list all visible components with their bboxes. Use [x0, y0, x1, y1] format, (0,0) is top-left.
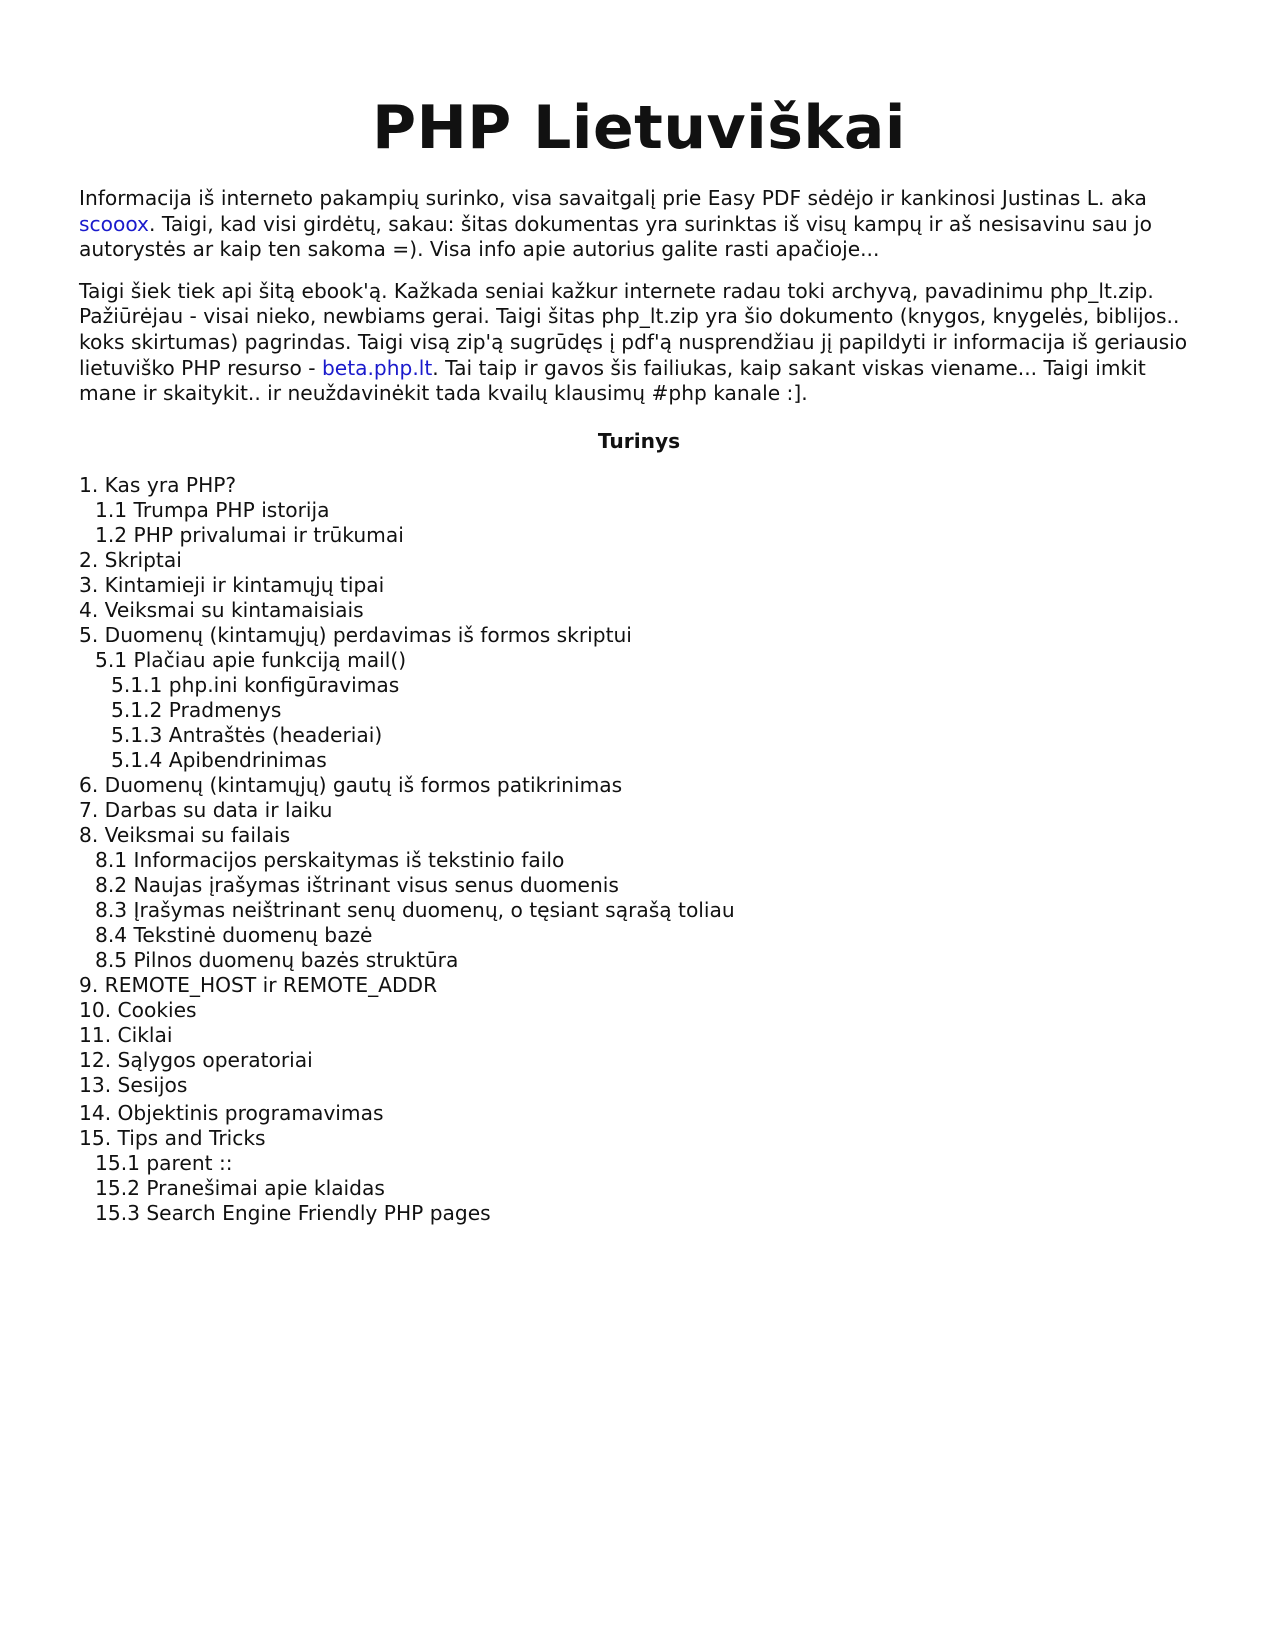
toc-item: 8. Veiksmai su failais [79, 822, 291, 847]
resource-link[interactable]: beta.php.lt [321, 355, 433, 380]
toc-item: 12. Sąlygos operatoriai [79, 1047, 313, 1072]
toc-item: 15.1 parent :: [95, 1150, 233, 1175]
toc-item: 10. Cookies [79, 997, 197, 1022]
toc-item: 5.1.4 Apibendrinimas [111, 747, 327, 772]
intro-paragraph-2 [79, 279, 1199, 407]
toc-item: 4. Veiksmai su kintamaisiais [79, 597, 364, 622]
toc-item: 9. REMOTE_HOST ir REMOTE_ADDR [79, 972, 438, 997]
intro-text: . Tai taip ir gavos šis failiukas, kaip sakant viskas viename... Taigi imkit mane ir skaitykit.. ir neuždavinėkit tada kvailų klausimų #php kanale :]. [79, 355, 1146, 406]
toc-item: 8.4 Tekstinė duomenų bazė [95, 922, 373, 947]
toc-item: 11. Ciklai [79, 1022, 173, 1047]
toc-item: 6. Duomenų (kintamųjų) gautų iš formos patikrinimas [79, 772, 623, 797]
toc-item: 8.5 Pilnos duomenų bazės struktūra [95, 947, 459, 972]
toc-item: 15. Tips and Tricks [79, 1125, 266, 1150]
toc-item: 5.1 Plačiau apie funkciją mail() [95, 647, 407, 672]
toc-item: 5.1.1 php.ini konfigūravimas [111, 672, 400, 697]
page-title: PHP Lietuviškai [372, 93, 906, 163]
toc-item: 15.2 Pranešimai apie klaidas [95, 1175, 385, 1200]
toc-item: 8.3 Įrašymas neištrinant senų duomenų, o tęsiant sąrašą toliau [95, 897, 735, 922]
intro-text: . Taigi, kad visi girdėtų, sakau: šitas dokumentas yra surinktas iš visų kampų ir aš nesisavinu sau jo autorystės ar kaip ten sakoma =). Visa info apie autorius galite rasti apačioje... [79, 211, 1152, 262]
toc-item: 8.2 Naujas įrašymas ištrinant visus senus duomenis [95, 872, 619, 897]
toc-item: 5.1.3 Antraštės (headeriai) [111, 722, 383, 747]
toc-item: 2. Skriptai [79, 547, 182, 572]
toc-item: 1.1 Trumpa PHP istorija [95, 497, 330, 522]
toc-item: 13. Sesijos [79, 1072, 188, 1097]
toc-item: 5. Duomenų (kintamųjų) perdavimas iš formos skriptui [79, 622, 632, 647]
toc-item: 1. Kas yra PHP? [79, 472, 237, 497]
intro-paragraph-1 [79, 186, 1199, 263]
toc-heading: Turinys [597, 428, 681, 453]
author-link[interactable]: scooox [79, 211, 149, 236]
toc-item: 5.1.2 Pradmenys [111, 697, 282, 722]
document-page [79, 0, 1199, 1226]
toc-item: 3. Kintamieji ir kintamųjų tipai [79, 572, 385, 597]
intro-text: Informacija iš interneto pakampių surinko, visa savaitgalį prie Easy PDF sėdėjo ir kankinosi Justinas L. aka [79, 186, 1147, 210]
table-of-contents [79, 473, 1199, 1226]
toc-item: 14. Objektinis programavimas [79, 1100, 384, 1125]
toc-item: 15.3 Search Engine Friendly PHP pages [95, 1200, 491, 1225]
toc-item: 1.2 PHP privalumai ir trūkumai [95, 522, 404, 547]
toc-item: 7. Darbas su data ir laiku [79, 797, 333, 822]
toc-item: 8.1 Informacijos perskaitymas iš tekstinio failo [95, 847, 565, 872]
intro-text: Taigi šiek tiek api šitą ebook'ą. Kažkada seniai kažkur internete radau toki archyvą, pavadinimu php_lt.zip. Pažiūrėjau - visai nieko, newbiams gerai. Taigi šitas php_lt.zip yra šio dokumento (knygos, knygelės, biblijos.. koks skirtumas) pagrindas. Taigi visą zip'ą sugrūdęs į pdf'ą nusprendžiau jį papildyti ir informacija iš geriausio lietuviško PHP resurso - [79, 278, 1188, 380]
